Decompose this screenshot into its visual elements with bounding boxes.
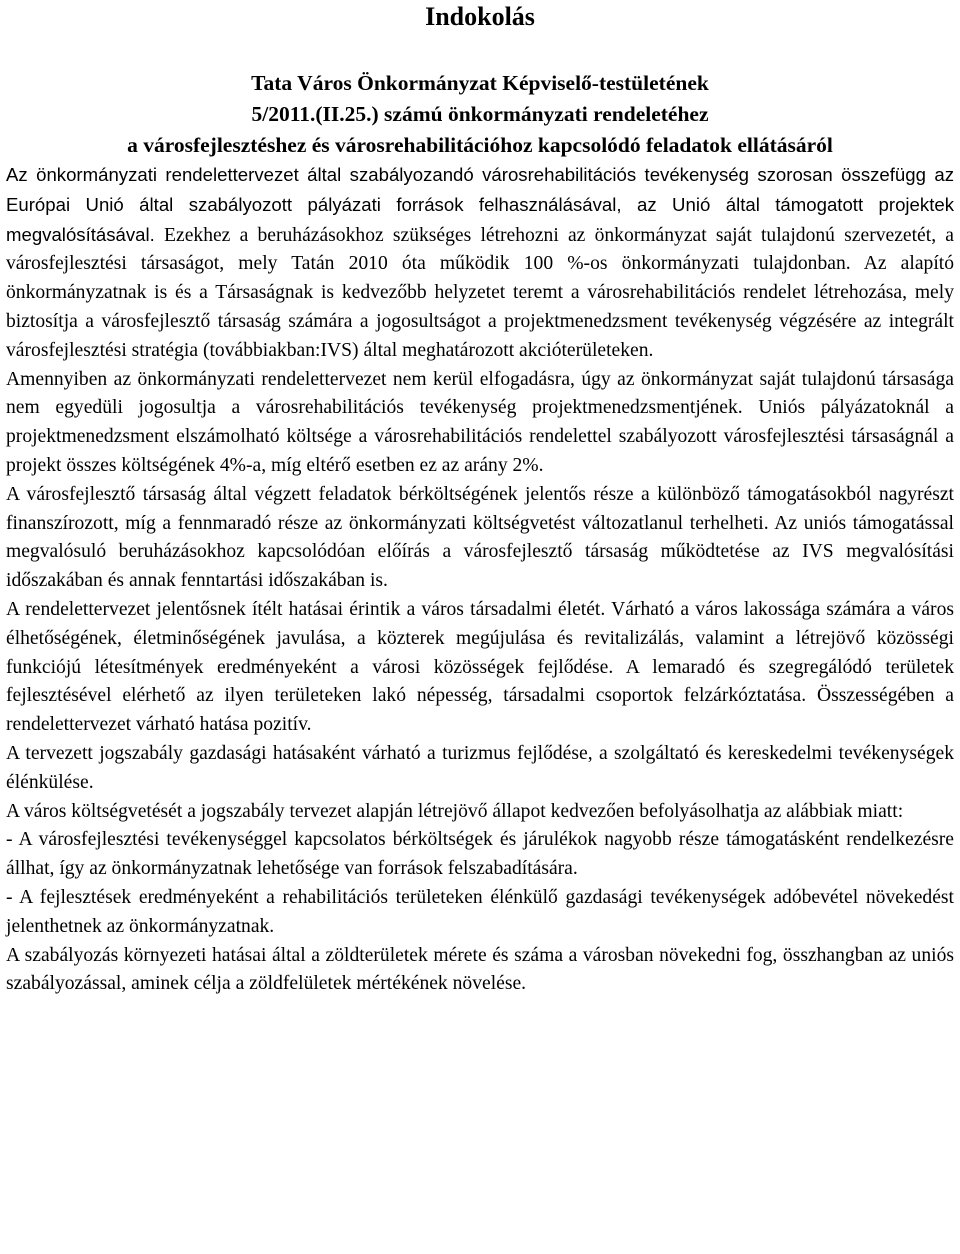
subtitle-line-1: Tata Város Önkormányzat Képviselő-testületének	[251, 71, 709, 95]
intro-sans-text: Az önkormányzati rendelettervezet által szabályozandó városrehabilitációs tevékenység szorosan összefügg az Európai Unió által szabályozott pályázati források felhasználásával, az Unió által támogatott projektek megvalósításával.	[6, 164, 954, 245]
document-title: Indokolás	[425, 2, 535, 31]
body-paragraph-3: A városfejlesztő társaság által végzett feladatok bérköltségének jelentős része a különböző támogatásokból nagyrészt finanszírozott, míg a fennmaradó része az önkormányzati költségvetést változatlanul terhelheti. Az uniós támogatással megvalósuló beruházásokhoz kapcsolódóan előírás a városfejlesztő társaság működtetése az IVS megvalósítási időszakában és annak fenntartási időszakában is.	[6, 483, 954, 592]
body-paragraph-7: A szabályozás környezeti hatásai által a zöldterületek mérete és száma a városban növekedni fog, összhangban az uniós szabályozással, aminek célja a zöldfelületek mértékének növelése.	[6, 944, 954, 995]
subtitle-line-3: a városfejlesztéshez és városrehabilitációhoz kapcsolódó feladatok ellátásáról	[127, 133, 833, 157]
body-paragraph-6: A város költségvetését a jogszabály tervezet alapján létrejövő állapot kedvezően befolyásolhatja az alábbiak miatt:	[6, 800, 904, 822]
list-item-2: - A fejlesztések eredményeként a rehabilitációs területeken élénkülő gazdasági tevékenységek adóbevétel növekedést jelenthetnek az önkormányzatnak.	[6, 886, 954, 937]
body-paragraph-2: Amennyiben az önkormányzati rendelettervezet nem kerül elfogadásra, úgy az önkormányzat saját tulajdonú társasága nem egyedüli jogosultja a városrehabilitációs tevékenység projektmenedzsmentjének. Uniós pályázatoknál a projektmenedzsment elszámolható költsége a városrehabilitációs rendelettel szabályozott városfejlesztési társaságnál a projekt összes költségének 4%-a, míg eltérő esetben ez az arány 2%.	[6, 368, 954, 476]
body-paragraph-5: A tervezett jogszabály gazdasági hatásaként várható a turizmus fejlődése, a szolgáltató és kereskedelmi tevékenységek élénkülése.	[6, 742, 954, 793]
list-item-1: - A városfejlesztési tevékenységgel kapcsolatos bérköltségek és járulékok nagyobb része támogatásként rendelkezésre állhat, így az önkormányzatnak lehetősége van források felszabadítására.	[6, 829, 954, 880]
body-paragraph-1	[6, 161, 954, 366]
intro-serif-text: Ezekhez a beruházásokhoz szükséges létrehozni az önkormányzat saját tulajdonú szervezetét, a városfejlesztési társaságot, mely Tatán 2010 óta működik 100 %-os önkormányzati tulajdonban. Az alapító önkormányzatnak is és a Társaságnak is kedvezőbb helyzetet teremt a városrehabilitációs rendelet létrehozása, mely biztosítja a városfejlesztő társaság számára a jogosultságot a projektmenedzsment tevékenység végzésére az integrált városfejlesztési stratégia (továbbiakban:IVS) által meghatározott akcióterületeken.	[6, 224, 954, 361]
document-subtitle	[6, 68, 954, 161]
subtitle-line-2: 5/2011.(II.25.) számú önkormányzati rendeletéhez	[251, 102, 709, 126]
body-paragraph-4: A rendelettervezet jelentősnek ítélt hatásai érintik a város társadalmi életét. Várható a város lakossága számára a város élhetőségének, életminőségének javulása, a közterek megújulása és revitalizálás, valamint a létrejövő közösségi funkciójú létesítmények eredményeként a városi közösségek fejlődése. A lemaradó és szegregálódó területek fejlesztésével elérhető az ilyen területeken lakó népesség, társadalmi csoportok felzárkóztatása. Összességében a rendelettervezet várható hatása pozitív.	[6, 598, 954, 736]
